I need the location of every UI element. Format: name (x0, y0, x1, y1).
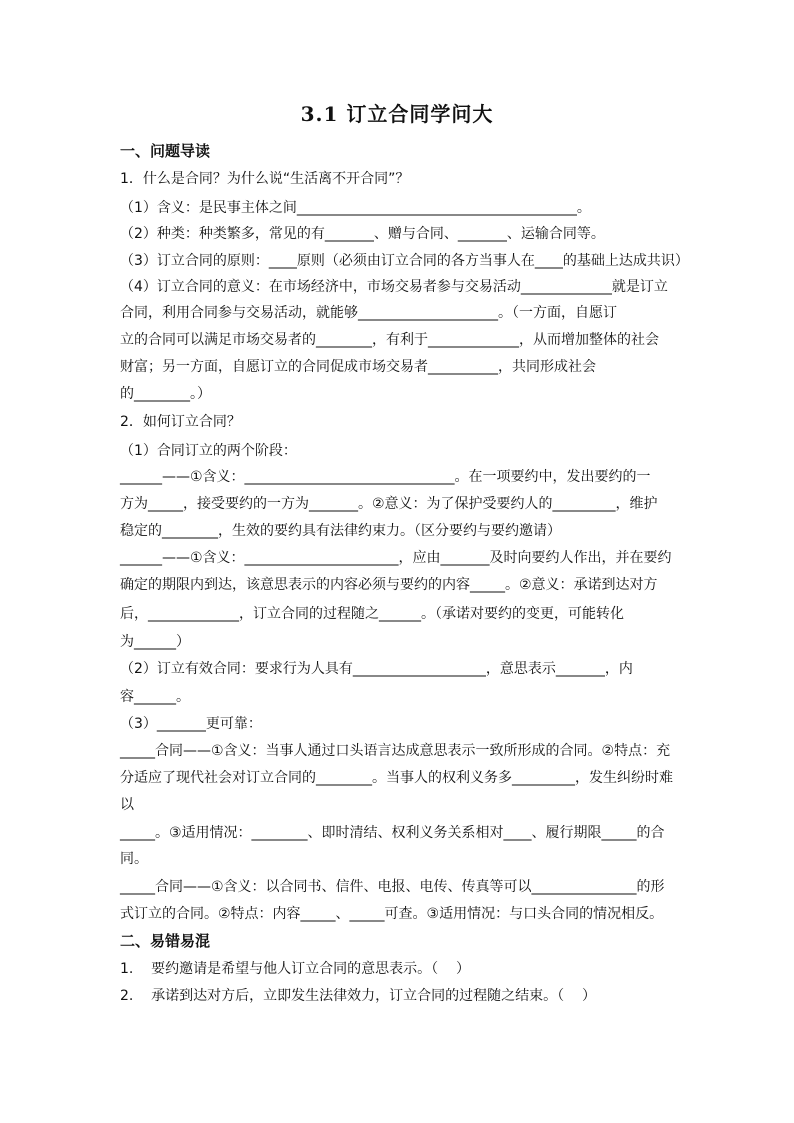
text-line: 的________。） (120, 386, 211, 402)
text-line: 财富；另一方面，自愿订立的合同促成市场交易者__________，共同形成社会 (120, 359, 596, 375)
text-line: 同。 (120, 851, 148, 867)
text-line: _____合同——①含义：当事人通过口头语言达成意思表示一致所形成的合同。②特点：充 (120, 743, 671, 759)
text-line: 以 (120, 797, 134, 813)
text-line: （3）_______更可靠： (120, 716, 262, 732)
text-line: 方为_____，接受要约的一方为_______。②意义：为了保护受要约人的_________，维护 (120, 496, 658, 512)
text-line: 式订立的合同。②特点：内容_____、_____可查。③适用情况：与口头合同的情况相反。 (120, 906, 664, 922)
text-line: 2．如何订立合同？ (120, 414, 241, 430)
text-line: 稳定的________，生效的要约具有法律约束力。（区分要约与要约邀请） (120, 523, 561, 539)
text-line: 后，_____________，订立合同的过程随之______。（承诺对要约的变更，可能转化 (120, 606, 624, 622)
text-line: _____。③适用情况：________、即时清结、权利义务关系相对____、履行期限_____的合 (120, 825, 665, 841)
text-line: 为______） (120, 634, 190, 650)
text-line: ______——①含义：______________________________。在一项要约中，发出要约的一 (120, 469, 651, 485)
text-line: 立的合同可以满足市场交易者的________，有利于_____________，从而增加整体的社会 (120, 332, 659, 348)
text-line: 合同，利用合同参与交易活动，就能够____________________。（一方面，自愿订 (120, 305, 617, 321)
text-line: （1）合同订立的两个阶段： (120, 443, 297, 459)
text-line: （2）种类：种类繁多，常见的有_______、赠与合同、_______、运输合同等。 (120, 226, 605, 242)
section-heading-guide: 一、问题导读 (120, 142, 211, 160)
text-line: 分适应了现代社会对订立合同的________。当事人的权利义务多_________，发生纠纷时难 (120, 770, 673, 786)
text-line: ______——①含义：______________________，应由_______及时向要约人作出，并在要约 (120, 550, 672, 566)
true-false-item: 1. 要约邀请是希望与他人订立合同的意思表示。（ ） (120, 961, 470, 977)
text-line: （3）订立合同的原则：____原则（必须由订立合同的各方当事人在____的基础上达成共识） (120, 253, 689, 269)
text-line: _____合同——①含义：以合同书、信件、电报、电传、传真等可以_______________的形 (120, 879, 665, 895)
text-line: （2）订立有效合同：要求行为人具有___________________，意思表示_______，内 (120, 661, 633, 677)
text-line: （1）含义：是民事主体之间________________________________________。 (120, 200, 591, 216)
true-false-item: 2. 承诺到达对方后，立即发生法律效力，订立合同的过程随之结束。（ ） (120, 988, 596, 1004)
text-line: 1．什么是合同？为什么说“生活离不开合同”？ (120, 171, 410, 187)
section-heading-confusables: 二、易错易混 (120, 932, 211, 950)
text-line: 确定的期限内到达，该意思表示的内容必须与要约的内容_____。②意义：承诺到达对方 (120, 577, 658, 593)
page-title: 3.1 订立合同学问大 (300, 102, 494, 126)
text-line: （4）订立合同的意义：在市场经济中，市场交易者参与交易活动_____________就是订立 (120, 279, 668, 295)
text-line: 容______。 (120, 689, 190, 705)
